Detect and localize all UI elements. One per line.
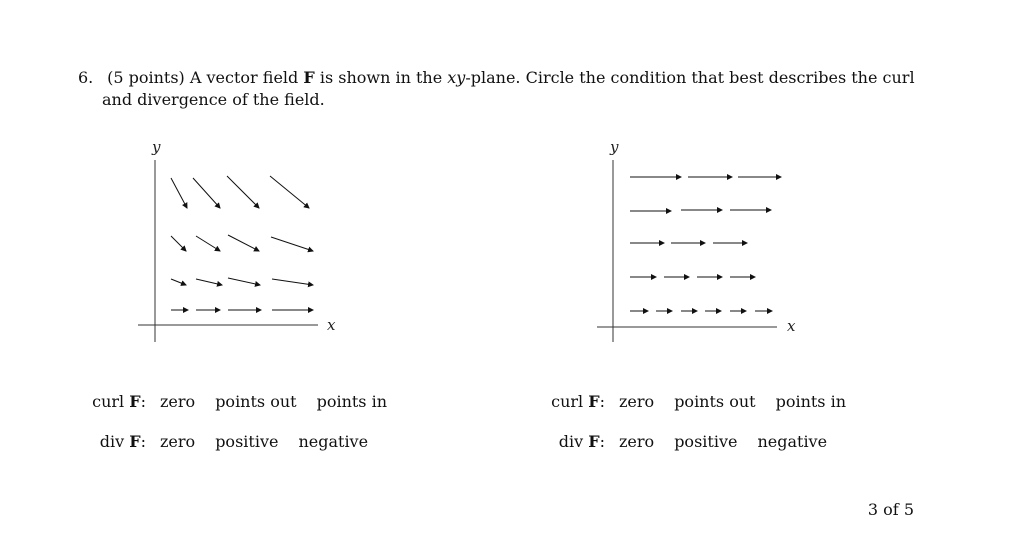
question-text-a: A vector field	[189, 68, 299, 87]
arrows-right	[630, 177, 781, 311]
curl-row	[86, 392, 407, 432]
vector-arrow	[228, 278, 260, 285]
div-option-positive[interactable]: positive	[674, 432, 738, 451]
div-row	[545, 432, 866, 472]
div-option-zero[interactable]: zero	[160, 432, 196, 451]
field-symbol: F	[303, 68, 315, 87]
div-label: div F:	[558, 432, 605, 451]
div-option-zero[interactable]: zero	[619, 432, 655, 451]
vector-arrow	[270, 176, 309, 208]
div-option-negative[interactable]: negative	[757, 432, 828, 451]
question-text-c: -plane. Circle the condition that best describes the curl	[465, 68, 915, 87]
div-label: div F:	[99, 432, 146, 451]
question-line-2: and divergence of the field.	[102, 90, 325, 109]
div-row	[86, 432, 407, 472]
y-axis-label: y	[152, 138, 161, 156]
curl-option-zero[interactable]: zero	[619, 392, 655, 411]
vector-arrow	[227, 176, 259, 208]
div-option-positive[interactable]: positive	[215, 432, 279, 451]
arrows-left	[171, 176, 313, 310]
curl-row	[545, 392, 866, 432]
vector-arrow	[271, 237, 313, 251]
vector-arrow	[196, 279, 222, 285]
x-axis-label: x	[327, 316, 336, 334]
curl-option-zero[interactable]: zero	[160, 392, 196, 411]
choices-left	[86, 392, 407, 472]
curl-label: curl F:	[551, 392, 605, 411]
vector-arrow	[272, 279, 313, 285]
y-axis-label: y	[610, 138, 619, 156]
question-points: (5 points)	[107, 68, 185, 87]
curl-option-points-out[interactable]: points out	[674, 392, 756, 411]
curl-option-points-out[interactable]: points out	[215, 392, 297, 411]
question	[78, 67, 938, 111]
vector-field-right	[590, 130, 820, 350]
vector-arrow	[193, 178, 220, 208]
vector-arrow	[196, 236, 220, 251]
vector-arrow	[171, 279, 186, 285]
div-option-negative[interactable]: negative	[298, 432, 369, 451]
x-axis-label: x	[787, 317, 796, 335]
plane-symbol: xy	[447, 68, 466, 87]
question-text-b: is shown in the	[319, 68, 443, 87]
vector-arrow	[171, 236, 186, 251]
vector-arrow	[171, 178, 187, 208]
page-number: 3 of 5	[867, 500, 914, 519]
curl-label: curl F:	[92, 392, 146, 411]
curl-option-points-in[interactable]: points in	[316, 392, 388, 411]
question-line-1	[78, 67, 938, 89]
curl-option-points-in[interactable]: points in	[775, 392, 847, 411]
choices-right	[545, 392, 866, 472]
question-number: 6.	[78, 68, 94, 87]
vector-arrow	[228, 235, 259, 251]
vector-field-left	[130, 130, 350, 350]
